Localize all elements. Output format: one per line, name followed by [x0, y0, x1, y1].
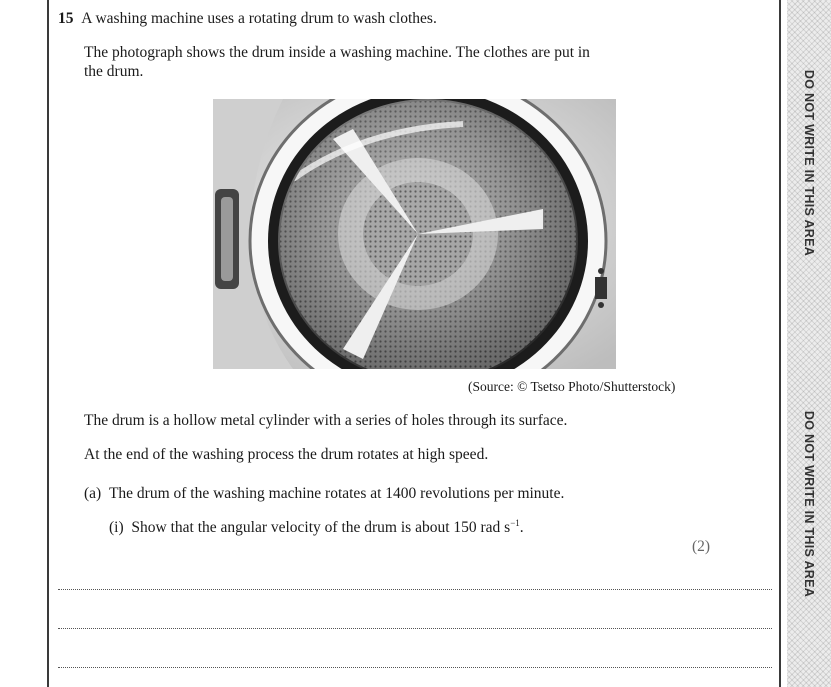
- part-a-label: (a): [84, 485, 102, 502]
- drum-description: The drum is a hollow metal cylinder with a series of holes through its surface.: [84, 412, 568, 429]
- marks-allocation: (2): [692, 538, 711, 555]
- margin-warning-bottom: DO NOT WRITE IN THIS AREA: [802, 410, 816, 598]
- photo-description-line1: The photograph shows the drum inside a washing machine. The clothes are put in: [84, 44, 590, 61]
- washing-end-description: At the end of the washing process the drum rotates at high speed.: [84, 446, 489, 463]
- question-intro: A washing machine uses a rotating drum to wash clothes.: [81, 10, 437, 27]
- question-number: 15: [58, 10, 74, 27]
- washing-machine-drum-photo: [213, 99, 616, 369]
- part-a-i-superscript: −1: [510, 518, 520, 528]
- question-header: [58, 9, 437, 28]
- answer-line-2[interactable]: [58, 628, 772, 629]
- photo-source-credit: (Source: © Tsetso Photo/Shutterstock): [468, 379, 676, 394]
- photo-description-line2: the drum.: [84, 63, 144, 80]
- left-margin-rule: [47, 0, 49, 687]
- answer-line-1[interactable]: [58, 589, 772, 590]
- part-a: [84, 484, 564, 503]
- part-a-i-text: Show that the angular velocity of the drum is about 150 rad s: [131, 519, 511, 536]
- part-a-i-end: .: [519, 519, 524, 536]
- drum-photo-illustration: [213, 99, 616, 369]
- part-a-text: The drum of the washing machine rotates at 1400 revolutions per minute.: [108, 485, 565, 502]
- answer-line-3[interactable]: [58, 667, 772, 668]
- right-margin-rule: [779, 0, 781, 687]
- margin-warning-top: DO NOT WRITE IN THIS AREA: [802, 69, 816, 257]
- part-a-i: [109, 518, 524, 537]
- part-a-i-label: (i): [109, 519, 124, 536]
